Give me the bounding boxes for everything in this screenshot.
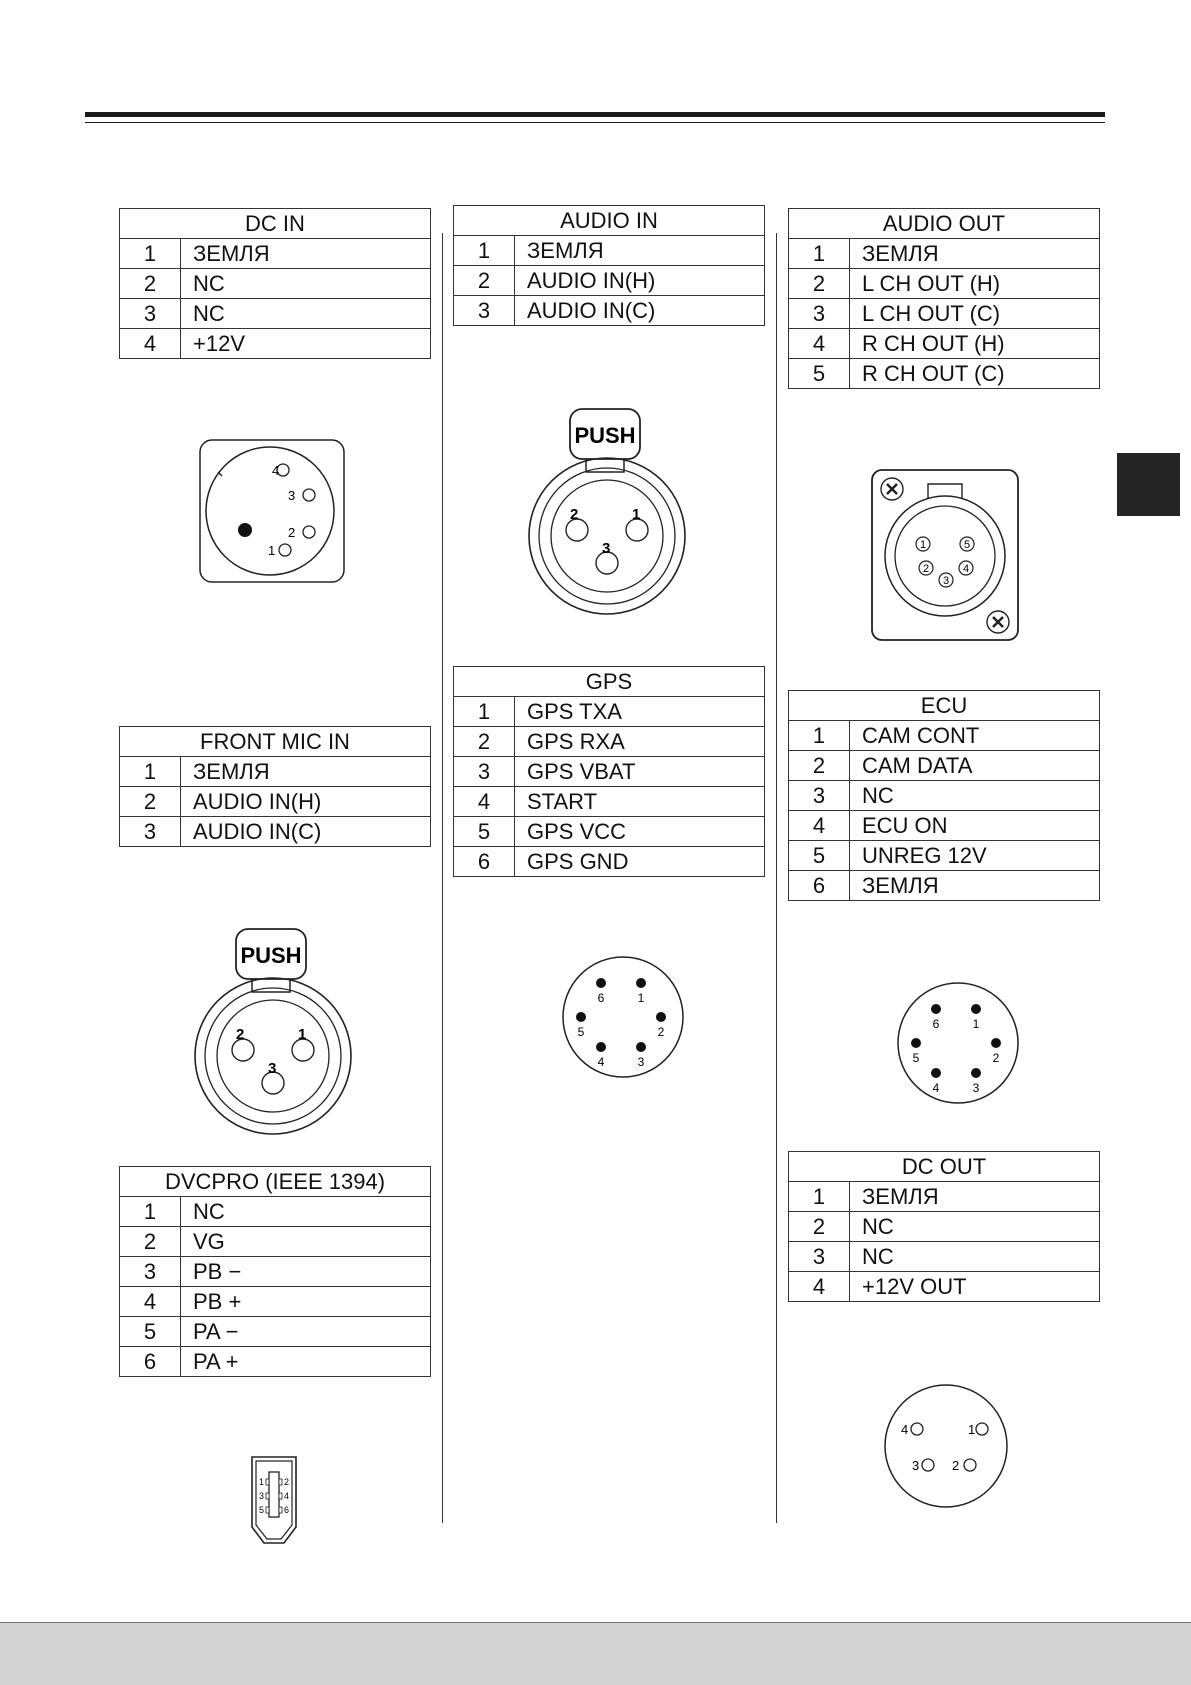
pin-signal: R CH OUT (C) [850,359,1100,389]
table-row [789,239,1100,269]
pin-number: 2 [120,787,181,817]
pin-label: 6 [597,991,605,1005]
table-row [120,1317,431,1347]
pin-label: 2 [657,1025,665,1039]
connector-frame [200,440,344,582]
pin-label: 3 [912,1458,920,1473]
pin-label: 3 [942,575,950,587]
column-divider-left [442,233,443,1523]
pin-label: 3 [288,488,296,503]
pin-2 [964,1459,976,1471]
table-row [454,847,765,877]
pin-6 [931,1004,941,1014]
pin-number: 1 [789,239,850,269]
pin-1 [279,544,291,556]
pin-signal: L CH OUT (C) [850,299,1100,329]
pin-number: 6 [454,847,515,877]
pin-number: 4 [120,1287,181,1317]
dvcpro-table [119,1166,431,1377]
pin-number: 4 [789,1272,850,1302]
audio-in-xlr-diagram [524,408,690,614]
pin-number: 2 [789,1212,850,1242]
header-rule-thick [85,112,1105,117]
pin-label: 4 [962,563,970,575]
pin-1 [971,1004,981,1014]
pin-signal: NC [181,1197,431,1227]
table-row [789,841,1100,871]
ecu-connector-diagram [896,981,1020,1105]
pin-5 [911,1038,921,1048]
pin-tongue [269,1472,279,1517]
pin-number: 3 [120,299,181,329]
pin-label: 1 [259,1477,265,1487]
pin-number: 6 [120,1347,181,1377]
pin-2 [279,1479,282,1485]
table-row [120,269,431,299]
pin-label: 1 [637,991,645,1005]
pin-3 [971,1068,981,1078]
pin-signal: +12V OUT [850,1272,1100,1302]
pin-number: 1 [120,757,181,787]
pin-4 [596,1042,606,1052]
table-row [454,236,765,266]
table-title: DVCPRO (IEEE 1394) [120,1167,431,1197]
pin-label: 2 [922,563,930,575]
pin-label: 3 [259,1491,265,1501]
pin-signal: ЗЕМЛЯ [181,757,431,787]
pin-signal: AUDIO IN(C) [181,817,431,847]
pin-number: 5 [789,841,850,871]
pin-signal: NC [850,1242,1100,1272]
pin-number: 3 [789,299,850,329]
pin-signal: NC [850,781,1100,811]
pin-number: 1 [789,1182,850,1212]
chapter-tab-marker [1117,453,1180,516]
pin-label: 2 [284,1477,290,1487]
pin-number: 1 [454,236,515,266]
pin-signal: ЗЕМЛЯ [850,239,1100,269]
table-title: DC OUT [789,1152,1100,1182]
pin-3 [636,1042,646,1052]
pin-5 [266,1507,269,1513]
pin-label: 2 [570,506,579,523]
table-row [120,1197,431,1227]
pin-4 [279,1493,282,1499]
pin-signal: ЗЕМЛЯ [850,1182,1100,1212]
pin-label: 3 [268,1060,277,1077]
pin-label: 3 [972,1081,980,1095]
table-row [789,1242,1100,1272]
table-row [789,269,1100,299]
table-row [789,721,1100,751]
table-row [789,329,1100,359]
table-row [789,751,1100,781]
table-row [454,727,765,757]
pin-label: 2 [288,525,296,540]
pin-signal: ЗЕМЛЯ [515,236,765,266]
dc-in-connector-diagram [198,438,346,584]
pin-label: 6 [284,1505,290,1515]
table-row [120,1347,431,1377]
pin-number: 4 [789,811,850,841]
screw-cross [887,484,897,494]
table-row [789,1182,1100,1212]
inner-shell [895,506,995,606]
pin-number: 3 [120,1257,181,1287]
pin-label: 1 [972,1017,980,1031]
table-row [120,239,431,269]
column-divider-right [776,233,777,1523]
pin-label: 1 [298,1026,307,1043]
pin-number: 5 [120,1317,181,1347]
inner-shell [205,988,341,1124]
outer-shell [885,496,1005,616]
inner-shell [539,468,675,604]
table-row [454,757,765,787]
pin-label: 5 [963,539,971,551]
footer-band [0,1622,1191,1685]
table-row [454,787,765,817]
pin-label: 4 [901,1422,909,1437]
table-row [454,266,765,296]
header-rule-thin [85,122,1105,123]
pin-number: 2 [454,727,515,757]
pin-signal: +12V [181,329,431,359]
pin-signal: VG [181,1227,431,1257]
dc-in-table [119,208,431,359]
pin-number: 2 [789,269,850,299]
table-row [454,697,765,727]
pin-1 [266,1479,269,1485]
pin-number: 4 [120,329,181,359]
pin-label: 1 [919,539,927,551]
pin-label: 5 [577,1025,585,1039]
pin-signal: NC [181,269,431,299]
pin-number: 5 [454,817,515,847]
pin-signal: AUDIO IN(C) [515,296,765,326]
table-row [789,811,1100,841]
pin-label: 1 [632,506,641,523]
table-row [789,1272,1100,1302]
pin-signal: NC [850,1212,1100,1242]
pin-number: 3 [789,1242,850,1272]
pin-label: 4 [932,1081,940,1095]
pin-number: 4 [789,329,850,359]
pin-signal: AUDIO IN(H) [515,266,765,296]
pin-number: 5 [789,359,850,389]
outer-shell [529,458,685,614]
table-row [120,329,431,359]
table-title: GPS [454,667,765,697]
pin-signal: START [515,787,765,817]
pin-4 [911,1423,923,1435]
pin-number: 2 [120,1227,181,1257]
ieee1394-connector-diagram [250,1455,298,1547]
pin-number: 3 [454,757,515,787]
table-title: DC IN [120,209,431,239]
pin-signal: ЗЕМЛЯ [850,871,1100,901]
dc-out-connector-diagram [883,1383,1009,1509]
pin-signal: ЗЕМЛЯ [181,239,431,269]
pin-signal: PB + [181,1287,431,1317]
pin-3 [266,1493,269,1499]
table-row [789,359,1100,389]
pin-signal: AUDIO IN(H) [181,787,431,817]
table-row [120,787,431,817]
pin-3 [922,1459,934,1471]
pin-number: 3 [789,781,850,811]
pin-2 [991,1038,1001,1048]
screw-cross [993,617,1003,627]
pin-number: 4 [454,787,515,817]
pin-number: 3 [454,296,515,326]
table-title: AUDIO IN [454,206,765,236]
pin-6 [596,978,606,988]
push-label: PUSH [240,943,302,968]
pin-number: 2 [120,269,181,299]
ecu-table [788,690,1100,901]
push-label: PUSH [574,423,636,448]
pin-signal: GPS TXA [515,697,765,727]
pin-signal: PA + [181,1347,431,1377]
gps-connector-diagram [561,955,685,1079]
table-row [120,299,431,329]
pin-label: 6 [932,1017,940,1031]
pin-number: 2 [454,266,515,296]
pin-label: 2 [952,1458,960,1473]
pin-2 [303,526,315,538]
pin-signal: GPS RXA [515,727,765,757]
table-title: ECU [789,691,1100,721]
front-mic-in-xlr-diagram [190,928,356,1134]
pin-label: 4 [272,463,280,478]
table-title: FRONT MIC IN [120,727,431,757]
pin-label: 1 [968,1422,976,1437]
pin-signal: L CH OUT (H) [850,269,1100,299]
table-row [454,296,765,326]
pin-label: 5 [259,1505,265,1515]
pin-label: 4 [597,1055,605,1069]
table-row [120,1257,431,1287]
pin-label: 2 [236,1026,245,1043]
table-row [789,871,1100,901]
pin-signal: PB − [181,1257,431,1287]
audio-out-table [788,208,1100,389]
pin-signal: GPS VBAT [515,757,765,787]
pin-2 [656,1012,666,1022]
table-row [789,299,1100,329]
pin-number: 1 [120,1197,181,1227]
pin-1 [636,978,646,988]
dc-out-table [788,1151,1100,1302]
table-row [120,1287,431,1317]
table-row [120,757,431,787]
pin-number: 1 [789,721,850,751]
pin-number: 1 [454,697,515,727]
table-title: AUDIO OUT [789,209,1100,239]
pin-signal: PA − [181,1317,431,1347]
table-row [120,1227,431,1257]
audio-in-table [453,205,765,326]
pin-signal: R CH OUT (H) [850,329,1100,359]
audio-out-connector-diagram [870,468,1020,642]
pin-label: 4 [284,1491,290,1501]
pin-signal: NC [181,299,431,329]
pin-number: 2 [789,751,850,781]
table-row [454,817,765,847]
pin-label: 3 [637,1055,645,1069]
pin-4 [931,1068,941,1078]
outer-shell [195,978,351,1134]
gps-table [453,666,765,877]
pin-label: 2 [992,1051,1000,1065]
connector-body [885,1385,1007,1507]
pin-label: 3 [602,540,611,557]
pin-signal: CAM CONT [850,721,1100,751]
pin-1 [976,1423,988,1435]
front-mic-in-table [119,726,431,847]
pin-5 [576,1012,586,1022]
guide-pin [238,523,252,537]
table-row [120,817,431,847]
table-row [789,1212,1100,1242]
pin-label: 5 [912,1051,920,1065]
pin-6 [279,1507,282,1513]
pin-signal: CAM DATA [850,751,1100,781]
pin-signal: UNREG 12V [850,841,1100,871]
pin-number: 6 [789,871,850,901]
pin-signal: GPS GND [515,847,765,877]
pin-signal: ECU ON [850,811,1100,841]
pin-number: 1 [120,239,181,269]
pin-3 [303,489,315,501]
table-row [789,781,1100,811]
pin-signal: GPS VCC [515,817,765,847]
pin-number: 3 [120,817,181,847]
pin-label: 1 [268,543,276,558]
